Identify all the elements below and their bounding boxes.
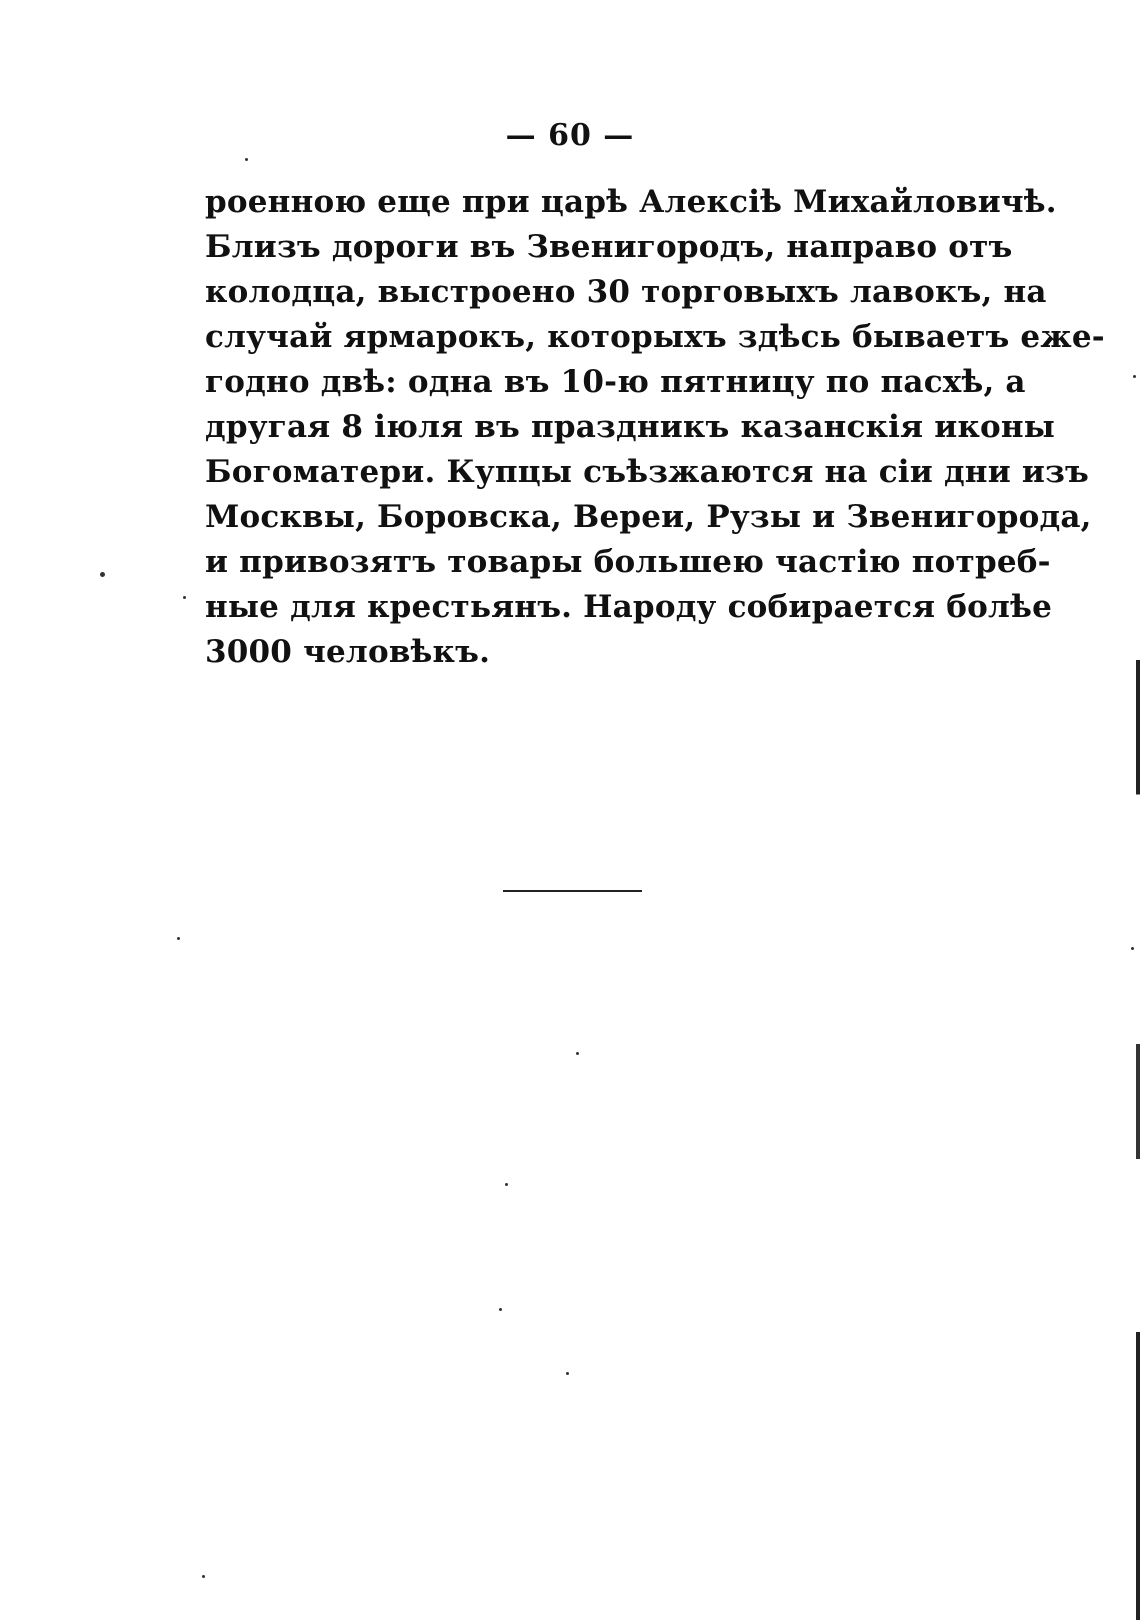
section-end-rule — [503, 890, 642, 892]
page-edge-shadow — [1136, 660, 1140, 1620]
scan-speck — [505, 1183, 508, 1186]
text-line: Москвы, Боровска, Вереи, Рузы и Звенигорода, — [205, 499, 1092, 535]
body-text — [205, 180, 1105, 675]
scan-speck — [499, 1308, 502, 1311]
text-line: роенною еще при царѣ Алексіѣ Михайловичѣ. — [205, 184, 1057, 220]
text-line: годно двѣ: одна въ 10-ю пятницу по пасхѣ, а — [205, 364, 1026, 400]
scan-speck — [1133, 375, 1136, 378]
scan-speck — [576, 1052, 579, 1055]
text-line-last: 3000 человѣкъ. — [205, 634, 491, 670]
text-line: другая 8 іюля въ праздникъ казанскія иконы — [205, 409, 1056, 445]
page-number: — 60 — — [505, 118, 635, 153]
scan-speck — [100, 572, 105, 577]
text-line: ные для крестьянъ. Народу собирается болѣе — [205, 589, 1053, 625]
scan-speck — [566, 1372, 569, 1375]
scan-speck — [245, 158, 248, 161]
scan-speck — [202, 1575, 205, 1578]
text-line: Близъ дороги въ Звенигородъ, направо отъ — [205, 229, 1013, 265]
scan-speck — [183, 596, 186, 599]
text-line: случай ярмарокъ, которыхъ здѣсь бываетъ еже- — [205, 319, 1105, 355]
scan-speck — [1131, 947, 1134, 950]
text-line: и привозятъ товары большею частію потреб- — [205, 544, 1051, 580]
scan-speck — [177, 937, 180, 940]
text-line: колодца, выстроено 30 торговыхъ лавокъ, на — [205, 274, 1047, 310]
text-line: Богоматери. Купцы съѣзжаются на сіи дни изъ — [205, 454, 1090, 490]
